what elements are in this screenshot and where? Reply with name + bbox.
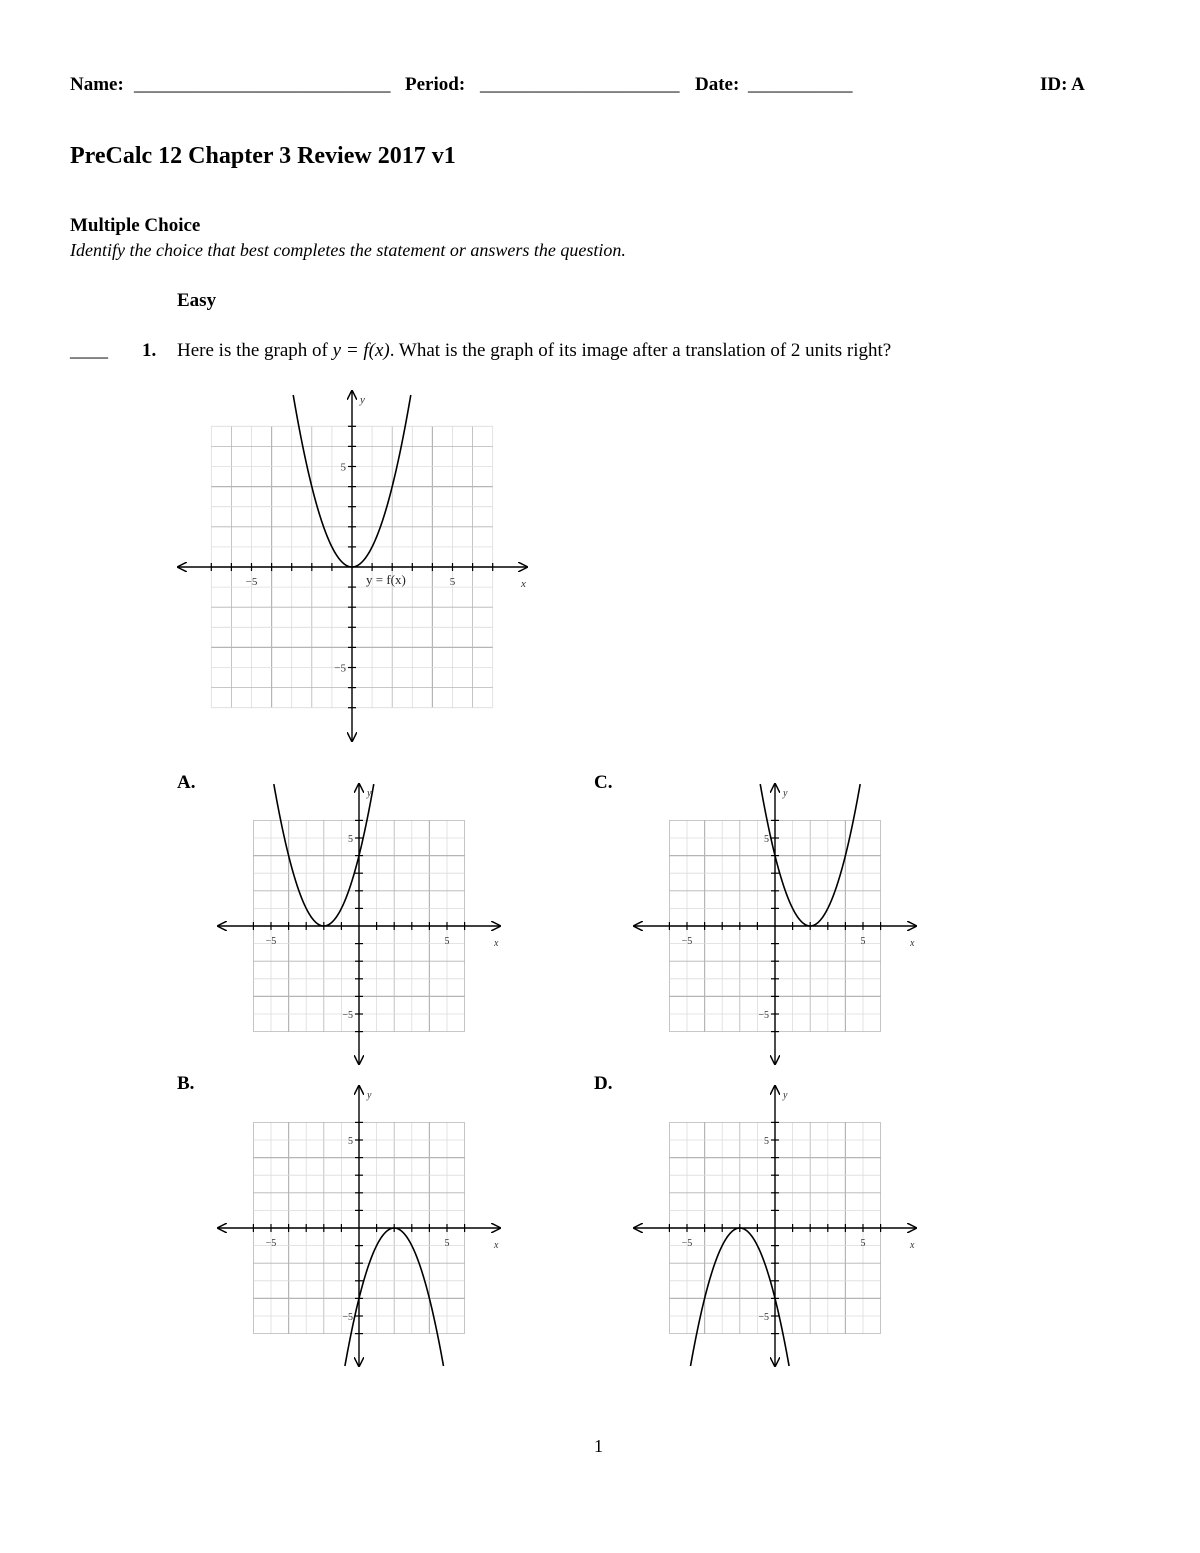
y-tick-label-neg5: −5 (334, 662, 346, 675)
x-axis-label: x (494, 938, 499, 949)
section-instructions: Identify the choice that best completes the statement or answers the question. (70, 240, 626, 260)
name-blank[interactable]: ___________________________ (134, 74, 391, 95)
answer-blank[interactable]: ____ (70, 340, 108, 361)
page-number: 1 (594, 1436, 603, 1456)
y-tick-label-5: 5 (348, 834, 353, 845)
question-text (177, 340, 891, 362)
question-equation: y = f(x) (332, 340, 390, 361)
y-tick-label-5: 5 (348, 1136, 353, 1147)
x-tick-label-neg5: −5 (265, 1238, 277, 1249)
page-title: PreCalc 12 Chapter 3 Review 2017 v1 (70, 143, 456, 169)
y-tick-label-neg5: −5 (342, 1010, 353, 1021)
name-label: Name: (70, 74, 124, 95)
id-label: ID: A (1040, 74, 1085, 95)
y-tick-label-5: 5 (340, 461, 346, 474)
x-tick-label-5: 5 (444, 936, 450, 947)
date-blank[interactable]: ___________ (748, 74, 853, 95)
y-tick-label-neg5: −5 (342, 1312, 353, 1323)
option-c-graph[interactable] (628, 780, 928, 1075)
option-c-label[interactable]: C. (594, 772, 613, 793)
y-tick-label-5: 5 (764, 1136, 769, 1147)
x-axis-label: x (910, 1240, 915, 1251)
option-a-graph[interactable] (212, 780, 512, 1075)
question-number: 1. (142, 340, 157, 361)
y-tick-label-neg5: −5 (758, 1010, 769, 1021)
y-axis-label: y (783, 788, 788, 799)
x-axis-label: x (910, 938, 915, 949)
y-axis-label: y (367, 788, 372, 799)
question-text-after: . What is the graph of its image after a translation of 2 units right? (389, 340, 892, 361)
period-label: Period: (405, 74, 466, 95)
x-axis-label: x (521, 578, 526, 590)
x-tick-label-neg5: −5 (265, 936, 277, 947)
option-b-label[interactable]: B. (177, 1073, 195, 1094)
question-text-before: Here is the graph of (177, 340, 333, 361)
section-heading: Multiple Choice (70, 215, 201, 236)
option-d-graph[interactable] (628, 1080, 928, 1375)
x-tick-label-neg5: −5 (245, 576, 258, 588)
x-tick-label-5: 5 (860, 936, 866, 947)
period-blank[interactable]: _____________________ (480, 74, 680, 95)
x-tick-label-neg5: −5 (681, 1238, 693, 1249)
x-tick-label-neg5: −5 (681, 936, 693, 947)
x-tick-label-5: 5 (449, 576, 456, 588)
option-d-label[interactable]: D. (594, 1073, 613, 1094)
x-tick-label-5: 5 (444, 1238, 450, 1249)
given-graph (170, 385, 540, 745)
date-label: Date: (695, 74, 740, 95)
y-axis-label: y (783, 1090, 788, 1101)
y-axis-label: y (367, 1090, 372, 1101)
option-b-graph[interactable] (212, 1080, 512, 1375)
difficulty-label: Easy (177, 290, 217, 311)
y-axis-label: y (360, 394, 365, 406)
y-tick-label-neg5: −5 (758, 1312, 769, 1323)
x-tick-label-5: 5 (860, 1238, 866, 1249)
x-axis-label: x (494, 1240, 499, 1251)
curve-label: y = f(x) (366, 572, 406, 587)
option-a-label[interactable]: A. (177, 772, 196, 793)
y-tick-label-5: 5 (764, 834, 769, 845)
